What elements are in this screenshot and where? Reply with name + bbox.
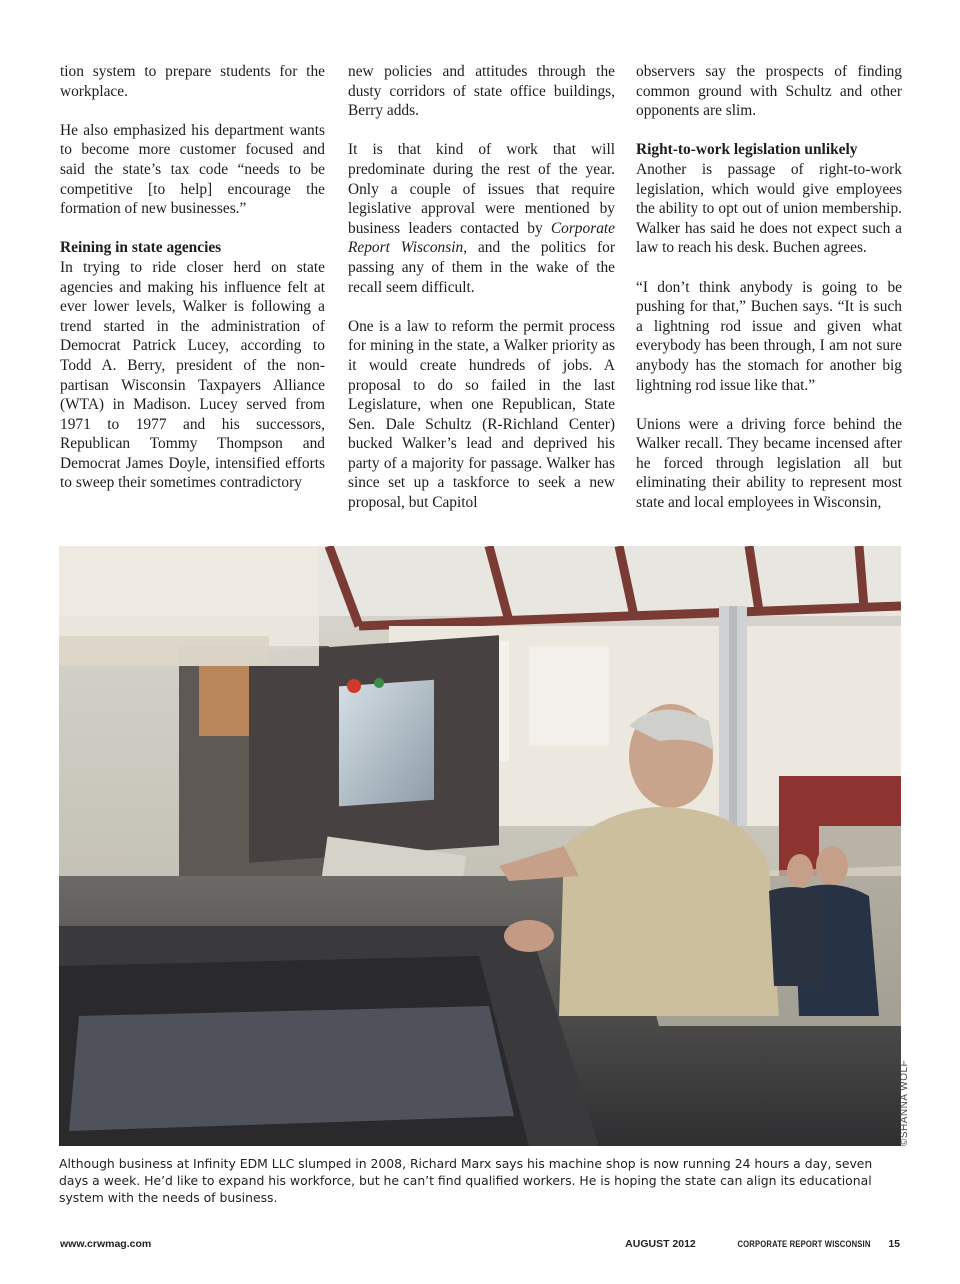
issue-date: AUGUST 2012 <box>625 1238 696 1250</box>
paragraph: observers say the prospects of finding common ground with Schultz and other opponents are slim. <box>636 63 902 120</box>
article-column-3 <box>636 62 902 532</box>
subheading: Right-to-work legislation unlikely <box>636 141 858 159</box>
article-column-2 <box>348 62 615 532</box>
machine-shop-photo <box>59 546 901 1146</box>
paragraph: Another is passage of right-to-work legislation, which would give employees the ability to opt out of union membership. Walker has said he does not expect such a law to reach his desk. Buchen agrees. <box>636 160 902 257</box>
footer-website: www.crwmag.com <box>60 1238 152 1250</box>
paragraph: “I don’t think anybody is going to be pushing for that,” Buchen says. “It is such a lightning rod issue and given what everybody has been through, I am not sure anybody has the stomach for another big lightning rod issue like that.” <box>636 278 902 394</box>
photo-caption: Although business at Infinity EDM LLC slumped in 2008, Richard Marx says his machine shop is now running 24 hours a day, seven days a week. He’d like to expand his workforce, but he can’t find qualified workers. He is hoping the state can align its educational system with the needs of business. <box>59 1156 873 1205</box>
article-photo <box>59 546 901 1146</box>
subheading: Reining in state agencies <box>60 239 222 257</box>
paragraph <box>348 140 615 297</box>
paragraph: In trying to ride closer herd on state agencies and making his influence felt at ever lower levels, Walker is following a trend started in the administration of Democrat Patrick Lucey, according to Todd A. Berry, president of the non-partisan Wisconsin Taxpayers Alliance (WTA) in Madison. Lucey served from 1971 to 1977 and his successors, Republican Tommy Thompson and Democrat James Doyle, intensified efforts to sweep their sometimes contradictory <box>60 258 325 492</box>
article-column-1 <box>60 62 325 513</box>
photo-credit: ©SHANNA WOLF <box>899 1059 910 1146</box>
page-number: 15 <box>888 1238 900 1250</box>
paragraph: tion system to prepare students for the workplace. <box>60 63 325 100</box>
publication-name: CORPORATE REPORT WISCONSIN <box>737 1239 871 1249</box>
text-run: , and the politics for passing any of them in the wake of the recall seem difficult. <box>348 239 615 296</box>
paragraph: Unions were a driving force behind the Walker recall. They became incensed after he forced through legislation all but eliminating their ability to represent most state and local employees in Wisconsin, <box>636 415 902 512</box>
paragraph: One is a law to reform the permit process for mining in the state, a Walker priority as it would create hundreds of jobs. A proposal to do so failed in the last Legislature, when one Republican, State Sen. Dale Schultz (R-Richland Center) bucked Walker’s lead and deprived his party of a majority for passage. Walker has since set up a taskforce to seek a new proposal, but Capitol <box>348 317 615 512</box>
publication-name: Corporate Report Wisconsin <box>348 219 615 257</box>
footer-issue-info <box>625 1238 900 1250</box>
paragraph: He also emphasized his department wants to become more customer focused and said the state’s tax code “needs to be competitive [to help] encourage the formation of new businesses.” <box>60 121 325 218</box>
paragraph: new policies and attitudes through the dusty corridors of state office buildings, Berry adds. <box>348 63 615 120</box>
text-run: It is that kind of work that will predominate during the rest of the year. Only a couple of issues that require legislative approval were mentioned by business leaders contacted by <box>348 141 615 237</box>
